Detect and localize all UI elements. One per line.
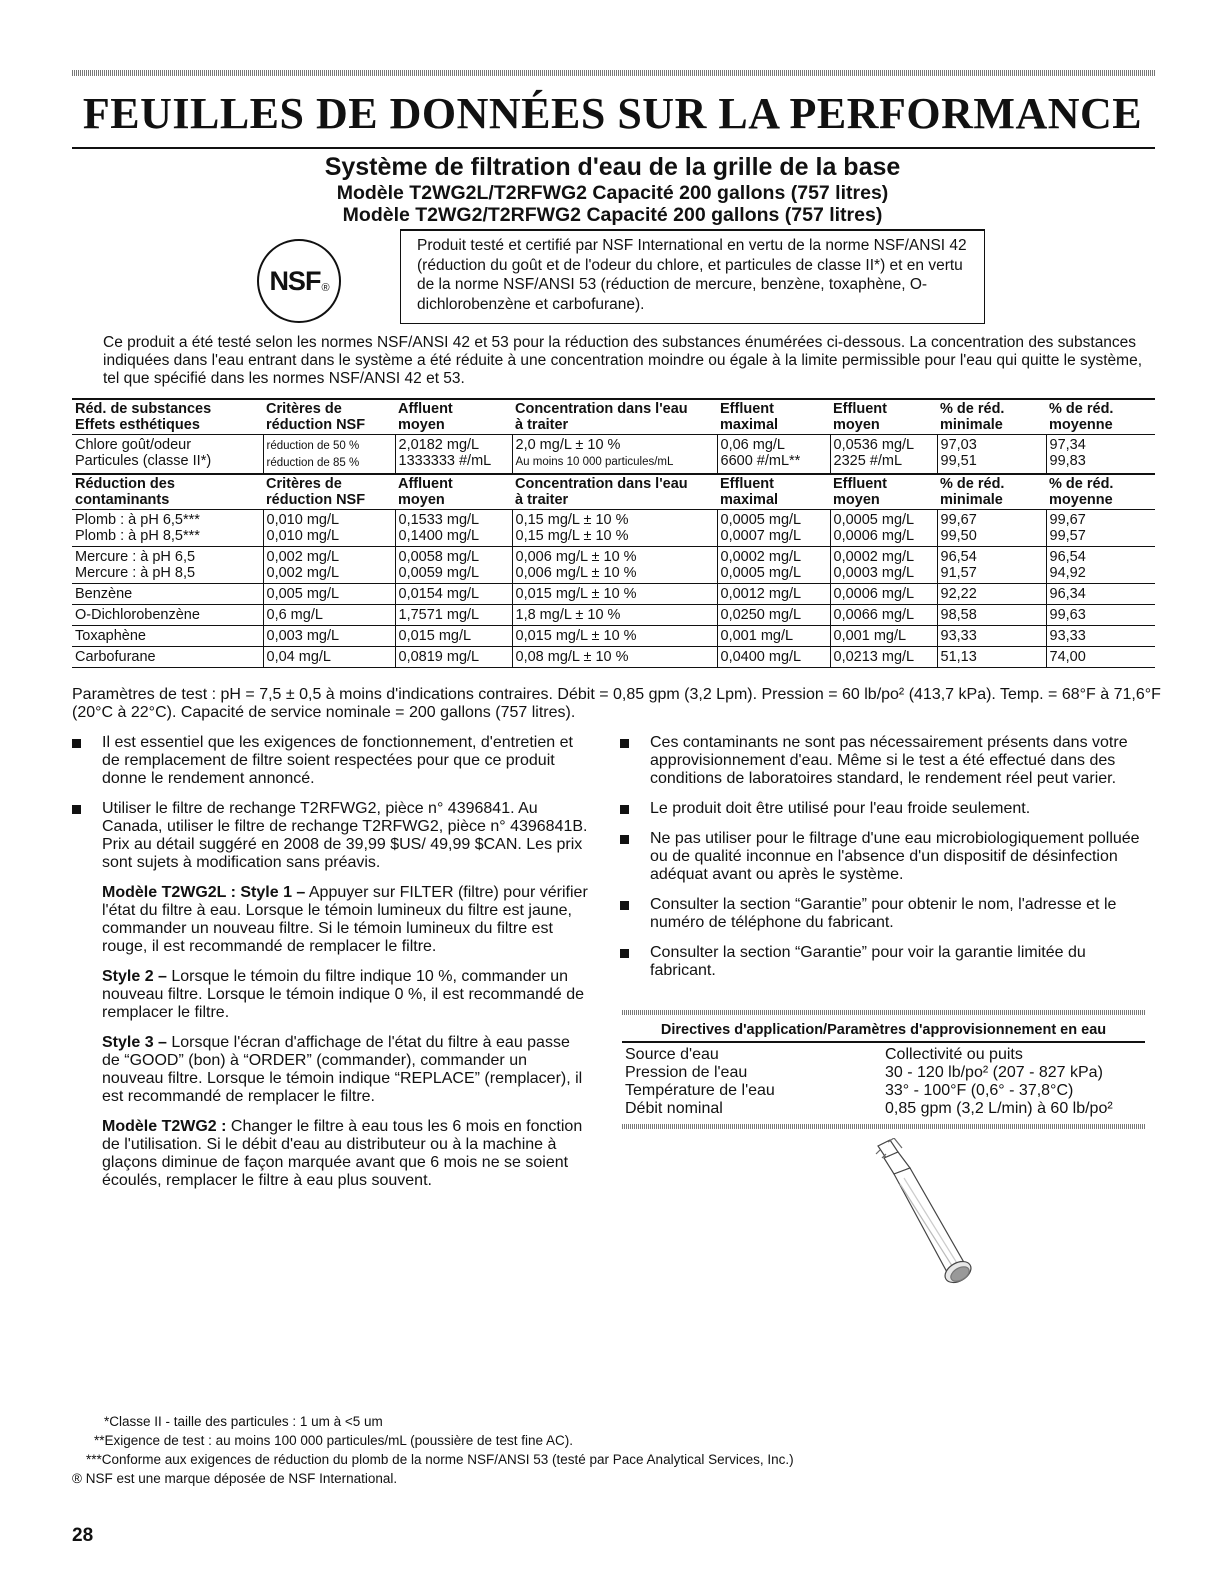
system-subtitle: Système de filtration d'eau de la grille de la base bbox=[324, 153, 901, 181]
directive-key: Débit nominal bbox=[625, 1100, 723, 1117]
bullet-square-icon bbox=[72, 739, 81, 748]
footnotes bbox=[72, 1412, 1162, 1488]
bullet-item bbox=[620, 830, 1145, 884]
bullet-item bbox=[620, 800, 1145, 818]
table-header-cell: % de réd. moyenne bbox=[1049, 476, 1114, 508]
table-row bbox=[72, 605, 1155, 626]
bullet-item bbox=[72, 800, 592, 872]
certification-box bbox=[400, 231, 985, 324]
style-2-text: Lorsque le témoin du filtre indique 10 %, commander un nouveau filtre. Lorsque le témoin indique 0 %, il est recommandé de remplacer le filtre. bbox=[102, 968, 585, 1021]
table-cell: 0,001 mg/L bbox=[830, 626, 937, 647]
table-header-cell: % de réd. minimale bbox=[940, 401, 1005, 433]
table-cell: 99,67 99,50 bbox=[937, 510, 1046, 547]
footnote: *Classe II - taille des particules : 1 um à <5 um bbox=[104, 1414, 383, 1429]
table-cell: 0,15 mg/L ± 10 % 0,15 mg/L ± 10 % bbox=[512, 510, 717, 547]
table-cell: 0,002 mg/L 0,002 mg/L bbox=[263, 547, 395, 584]
style-1-paragraph bbox=[72, 884, 592, 956]
table-header-cell: Critères de réduction NSF bbox=[266, 401, 366, 433]
table-cell: 1,8 mg/L ± 10 % bbox=[512, 605, 717, 626]
style-3-paragraph bbox=[72, 1034, 592, 1106]
table-cell: 0,0002 mg/L 0,0003 mg/L bbox=[830, 547, 937, 584]
directive-value: 33° - 100°F (0,6° - 37,8°C) bbox=[885, 1082, 1074, 1099]
directive-key: Pression de l'eau bbox=[625, 1064, 748, 1081]
directives-rule bbox=[622, 1041, 1145, 1043]
left-column bbox=[72, 734, 592, 1202]
bullet-square-icon bbox=[620, 805, 629, 814]
table-header-cell: Effluent maximal bbox=[720, 401, 779, 433]
table-cell: 93,33 bbox=[937, 626, 1046, 647]
table-cell: 0,015 mg/L ± 10 % bbox=[512, 626, 717, 647]
table-cell: 0,06 mg/L 6600 #/mL** bbox=[717, 435, 830, 475]
table-cell: 0,0154 mg/L bbox=[395, 584, 512, 605]
bullet-text: Ne pas utiliser pour le filtrage d'une eau microbiologiquement polluée ou de qualité inconnue en l'absence d'un dispositif de désinfection adéquat avant ou après le système. bbox=[650, 830, 1140, 883]
table-header-cell: Affluent moyen bbox=[398, 401, 453, 433]
directives-dotted-rule-top bbox=[622, 1010, 1145, 1015]
table-cell: 96,54 91,57 bbox=[937, 547, 1046, 584]
table-cell: Toxaphène bbox=[75, 628, 146, 644]
table-cell: 0,001 mg/L bbox=[717, 626, 830, 647]
directives-row bbox=[625, 1046, 1145, 1064]
table-cell: Chlore goût/odeur Particules (classe II*) bbox=[75, 437, 212, 469]
style-2-label: Style 2 – bbox=[102, 968, 167, 985]
table-cell: réduction de 50 % réduction de 85 % bbox=[263, 435, 395, 475]
directives-row bbox=[625, 1100, 1145, 1118]
table-cell: 97,34 99,83 bbox=[1046, 435, 1155, 475]
table-cell: 0,005 mg/L bbox=[263, 584, 395, 605]
bullet-text: Il est essentiel que les exigences de fonctionnement, d'entretien et de remplacement de filtre soient respectées pour que ce produit donne le rendement annoncé. bbox=[102, 734, 573, 787]
table-cell: O-Dichlorobenzène bbox=[75, 607, 200, 623]
table-cell: 99,63 bbox=[1046, 605, 1155, 626]
right-column bbox=[620, 734, 1145, 992]
table-cell: 0,0012 mg/L bbox=[717, 584, 830, 605]
page-number: 28 bbox=[72, 1525, 94, 1546]
intro-paragraph: Ce produit a été testé selon les normes NSF/ANSI 42 et 53 pour la réduction des substances énumérées ci-dessous. La concentration des substances indiquées dans l'eau entrant dans le système a été réduite à une concentration moindre ou égale à la limite permissible pour l'eau qui quitte le système, tel que spécifié dans les normes NSF/ANSI 42 et 53. bbox=[103, 334, 1143, 387]
directives-table bbox=[625, 1046, 1145, 1118]
table-cell: 0,0002 mg/L 0,0005 mg/L bbox=[717, 547, 830, 584]
style-2-paragraph bbox=[72, 968, 592, 1022]
nsf-logo-text: NSF bbox=[269, 265, 321, 296]
table-header-contaminants bbox=[72, 474, 1155, 510]
footnote: ***Conforme aux exigences de réduction du plomb de la norme NSF/ANSI 53 (testé par Pace Analytical Services, Inc.) bbox=[86, 1452, 794, 1467]
table-row bbox=[72, 584, 1155, 605]
nsf-logo bbox=[257, 239, 341, 323]
table-cell: 98,58 bbox=[937, 605, 1046, 626]
table-cell: 2,0 mg/L ± 10 % Au moins 10 000 particules/mL bbox=[512, 435, 717, 475]
table-cell: 96,54 94,92 bbox=[1046, 547, 1155, 584]
directive-value: 0,85 gpm (3,2 L/min) à 60 lb/po² bbox=[885, 1100, 1113, 1117]
table-cell: 0,0213 mg/L bbox=[830, 647, 937, 668]
table-header-cell: Concentration dans l'eau à traiter bbox=[515, 401, 688, 433]
table-cell: Benzène bbox=[75, 586, 133, 602]
style-1-label: Modèle T2WG2L : Style 1 – bbox=[102, 884, 306, 901]
table-cell: Carbofurane bbox=[75, 649, 156, 665]
table-header-cell: Concentration dans l'eau à traiter bbox=[515, 476, 688, 508]
certification-text: Produit testé et certifié par NSF International en vertu de la norme NSF/ANSI 42 (réduction du goût et de l'odeur du chlore, et particules de classe II*) et en vertu de la norme NSF/ANSI 53 (réduction de mercure, benzène, toxaphène, O-dichlorobenzène et carbofurane). bbox=[417, 237, 967, 313]
top-dotted-rule bbox=[72, 70, 1155, 76]
footnote: ® NSF est une marque déposée de NSF International. bbox=[72, 1471, 398, 1486]
style-1-text: Appuyer sur FILTER (filtre) pour vérifier l'état du filtre à eau. Lorsque le témoin lumineux du filtre est jaune, commander un nouveau filtre. Si le témoin lumineux du filtre est rouge, il est recommandé de remplacer le filtre. bbox=[102, 884, 588, 955]
directive-value: 30 - 120 lb/po² (207 - 827 kPa) bbox=[885, 1064, 1103, 1081]
directives-row bbox=[625, 1064, 1145, 1082]
bullet-square-icon bbox=[620, 739, 629, 748]
style-3-text: Lorsque l'écran d'affichage de l'état du filtre à eau passe de “GOOD” (bon) à “ORDER” (commander), commander un nouveau filtre. Lorsque le témoin indique “REPLACE” (remplacer), il est recommandé de remplacer le filtre. bbox=[102, 1034, 583, 1105]
table-header-aesthetic bbox=[72, 399, 1155, 435]
table-cell: 0,0400 mg/L bbox=[717, 647, 830, 668]
table-cell: 96,34 bbox=[1046, 584, 1155, 605]
table-row bbox=[72, 435, 1155, 475]
table-cell: 0,0058 mg/L 0,0059 mg/L bbox=[395, 547, 512, 584]
table-cell: 0,08 mg/L ± 10 % bbox=[512, 647, 717, 668]
table-cell: 99,67 99,57 bbox=[1046, 510, 1155, 547]
directive-value: Collectivité ou puits bbox=[885, 1046, 1023, 1063]
table-cell: Plomb : à pH 6,5*** Plomb : à pH 8,5*** bbox=[75, 512, 200, 544]
bullet-item bbox=[620, 896, 1145, 932]
nsf-logo-mark: ® bbox=[321, 282, 329, 294]
table-row bbox=[72, 647, 1155, 668]
table-cell: 0,0536 mg/L 2325 #/mL bbox=[830, 435, 937, 475]
table-cell: 0,6 mg/L bbox=[263, 605, 395, 626]
performance-table bbox=[72, 398, 1155, 668]
table-cell: 0,1533 mg/L 0,1400 mg/L bbox=[395, 510, 512, 547]
style-3-label: Style 3 – bbox=[102, 1034, 167, 1051]
bullet-text: Consulter la section “Garantie” pour obtenir le nom, l'adresse et le numéro de téléphone du fabricant. bbox=[650, 896, 1117, 931]
bullet-text: Consulter la section “Garantie” pour voir la garantie limitée du fabricant. bbox=[650, 944, 1086, 979]
table-cell: 0,006 mg/L ± 10 % 0,006 mg/L ± 10 % bbox=[512, 547, 717, 584]
table-header-cell: % de réd. minimale bbox=[940, 476, 1005, 508]
directives-dotted-rule-bottom bbox=[622, 1124, 1145, 1129]
t2wg2-label: Modèle T2WG2 : bbox=[102, 1118, 227, 1135]
bullet-item bbox=[72, 734, 592, 788]
table-cell: 92,22 bbox=[937, 584, 1046, 605]
table-header-cell: Réd. de substances Effets esthétiques bbox=[75, 401, 212, 433]
bullet-square-icon bbox=[72, 805, 81, 814]
bullet-square-icon bbox=[620, 949, 629, 958]
bullet-item bbox=[620, 944, 1145, 980]
directive-key: Température de l'eau bbox=[625, 1082, 775, 1099]
table-cell: 0,0250 mg/L bbox=[717, 605, 830, 626]
table-cell: 0,015 mg/L ± 10 % bbox=[512, 584, 717, 605]
directives-row bbox=[625, 1082, 1145, 1100]
table-row bbox=[72, 510, 1155, 547]
footnote: **Exigence de test : au moins 100 000 particules/mL (poussière de test fine AC). bbox=[94, 1433, 574, 1448]
table-row bbox=[72, 547, 1155, 584]
table-cell: 0,010 mg/L 0,010 mg/L bbox=[263, 510, 395, 547]
table-cell: 0,003 mg/L bbox=[263, 626, 395, 647]
table-cell: 0,0819 mg/L bbox=[395, 647, 512, 668]
bullet-item bbox=[620, 734, 1145, 788]
table-cell: 74,00 bbox=[1046, 647, 1155, 668]
model-line-1: Modèle T2WG2L/T2RFWG2 Capacité 200 gallons (757 litres) bbox=[336, 182, 889, 204]
page-title: FEUILLES DE DONNÉES SUR LA PERFORMANCE bbox=[82, 89, 1143, 138]
table-header-cell: Affluent moyen bbox=[398, 476, 453, 508]
bullet-text: Le produit doit être utilisé pour l'eau froide seulement. bbox=[650, 800, 1031, 817]
bullet-square-icon bbox=[620, 901, 629, 910]
table-cell: 97,03 99,51 bbox=[937, 435, 1046, 475]
table-cell: 0,0066 mg/L bbox=[830, 605, 937, 626]
bullet-text: Utiliser le filtre de rechange T2RFWG2, pièce n° 4396841. Au Canada, utiliser le filtre de rechange T2RFWG2, pièce n° 4396841B. Prix au détail suggéré en 2008 de 39,99 $US/ 49,99 $CAN. Les prix sont sujets à modification sans préavis. bbox=[102, 800, 588, 871]
table-cell: 0,0006 mg/L bbox=[830, 584, 937, 605]
t2wg2-paragraph bbox=[72, 1118, 592, 1190]
table-header-cell: % de réd. moyenne bbox=[1049, 401, 1114, 433]
table-header-cell: Réduction des contaminants bbox=[75, 476, 175, 508]
table-header-cell: Effluent maximal bbox=[720, 476, 779, 508]
table-cell: 0,0005 mg/L 0,0006 mg/L bbox=[830, 510, 937, 547]
table-cell: 93,33 bbox=[1046, 626, 1155, 647]
directives-title: Directives d'application/Paramètres d'approvisionnement en eau bbox=[660, 1022, 1107, 1038]
bullet-text: Ces contaminants ne sont pas nécessairement présents dans votre approvisionnement d'eau. Même si le test a été effectué dans des conditions de laboratoires standard, le rendement réel peut varier. bbox=[650, 734, 1128, 787]
table-cell: 0,015 mg/L bbox=[395, 626, 512, 647]
table-header-cell: Effluent moyen bbox=[833, 476, 887, 508]
table-cell: 51,13 bbox=[937, 647, 1046, 668]
table-cell: 0,0005 mg/L 0,0007 mg/L bbox=[717, 510, 830, 547]
bullet-square-icon bbox=[620, 835, 629, 844]
table-cell: Mercure : à pH 6,5 Mercure : à pH 8,5 bbox=[75, 549, 196, 581]
table-header-cell: Critères de réduction NSF bbox=[266, 476, 366, 508]
model-line-2: Modèle T2WG2/T2RFWG2 Capacité 200 gallons (757 litres) bbox=[342, 204, 883, 226]
test-parameters: Paramètres de test : pH = 7,5 ± 0,5 à moins d'indications contraires. Débit = 0,85 gpm (3,2 Lpm). Pression = 60 lb/po² (413,7 kPa). Temp. = 68°F à 71,6°F (20°C à 22°C). Capacité de service nominale = 200 gallons (757 litres). bbox=[72, 686, 1161, 721]
t2wg2-text: Changer le filtre à eau tous les 6 mois en fonction de l'utilisation. Si le débit d'eau au distributeur ou à la machine à glaçons diminue de façon marquée avant que 6 mois ne se soient écoulés, remplacer le filtre à eau plus souvent. bbox=[102, 1118, 583, 1189]
table-cell: 2,0182 mg/L 1333333 #/mL bbox=[395, 435, 512, 475]
water-filter-illustration bbox=[870, 1138, 990, 1298]
table-header-cell: Effluent moyen bbox=[833, 401, 887, 433]
title-rule bbox=[72, 147, 1155, 149]
table-row bbox=[72, 626, 1155, 647]
directive-key: Source d'eau bbox=[625, 1046, 719, 1063]
table-cell: 0,04 mg/L bbox=[263, 647, 395, 668]
table-cell: 1,7571 mg/L bbox=[395, 605, 512, 626]
